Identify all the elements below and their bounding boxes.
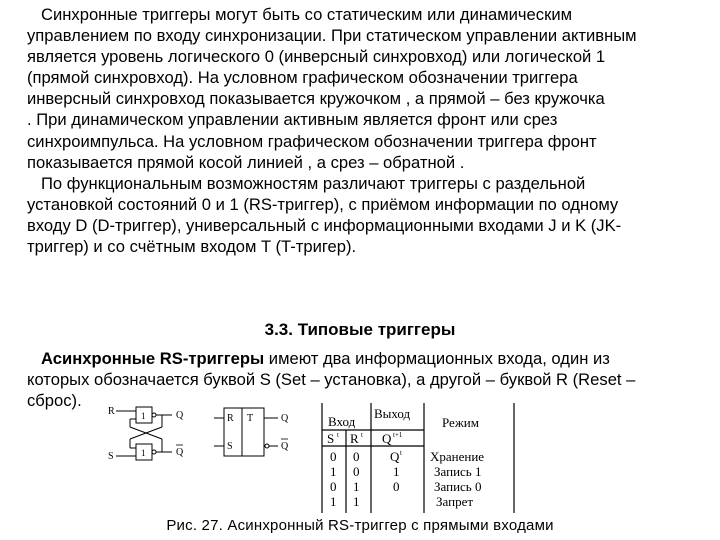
- q-pin-label: Q: [281, 413, 289, 424]
- cell-q: 1: [393, 464, 400, 479]
- paragraph-sync-triggers: [27, 4, 695, 173]
- text-line: триггер) и со счётным входом T (T-тригер).: [27, 237, 357, 257]
- q-bar-output-label: Q: [176, 447, 184, 458]
- text-line: [27, 348, 695, 369]
- text-line: является уровень логического 0 (инверсный синхровход) или логической 1: [27, 47, 606, 67]
- cell-mode: Запись 0: [434, 479, 482, 494]
- text-line: входу D (D-триггер), универсальный с информационными входами J и K (JK-: [27, 216, 622, 236]
- header-output: Выход: [374, 406, 411, 421]
- gate-label: 1: [141, 448, 146, 458]
- text-line: которых обозначается буквой S (Set – установка), а другой – буквой R (Reset –: [27, 370, 636, 390]
- rs-truth-table: [318, 400, 518, 515]
- text-line: синхроимпульса. На условном графическом обозначении триггера фронт: [27, 131, 597, 151]
- inverse-input-circle-icon: [443, 88, 453, 98]
- text-line: По функциональным возможностям различают триггеры с раздельной: [41, 174, 586, 193]
- r-pin-label: R: [227, 413, 234, 424]
- header-input: Вход: [328, 414, 356, 429]
- cell-s: 0: [330, 479, 337, 494]
- t-pin-label: T: [247, 413, 254, 424]
- cell-r: 0: [353, 449, 360, 464]
- subheader-q-sup: t+1: [393, 431, 403, 439]
- r-input-label: R: [108, 406, 115, 417]
- section-heading: 3.3. Типовые триггеры: [264, 320, 456, 339]
- paragraph-functional-types: [27, 173, 695, 257]
- subheader-s: S: [327, 431, 335, 446]
- bold-term: Асинхронные RS-триггеры: [41, 349, 265, 368]
- text-run: имеют два информационных входа, один из: [264, 349, 610, 368]
- cell-q: 0: [393, 479, 400, 494]
- rising-edge-slash-icon: [332, 174, 342, 184]
- cell-q: Q: [390, 449, 400, 464]
- s-input-label: S: [108, 451, 114, 462]
- subheader-s-sup: t: [337, 431, 339, 439]
- text-line: управлением по входу синхронизации. При статическом управлении активным: [27, 26, 637, 46]
- text-line: установкой состояний 0 и 1 (RS-триггер), с приёмом информации по одному: [27, 195, 619, 215]
- s-pin-label: S: [227, 441, 233, 452]
- cell-s: 1: [330, 494, 337, 509]
- table-row: [330, 494, 473, 509]
- subheader-q: Q: [382, 431, 392, 446]
- gate-label: 1: [141, 411, 146, 421]
- table-row: [330, 464, 481, 479]
- cell-r: 1: [353, 479, 360, 494]
- text-line: (прямой синхровход). На условном графическом обозначении триггера: [27, 68, 578, 88]
- subheader-r-sup: t: [361, 431, 363, 439]
- cell-mode: Запрет: [436, 494, 474, 509]
- table-row: [330, 449, 484, 464]
- rs-latch-circuit-diagram: [104, 400, 194, 470]
- text-line: . При динамическом управлении активным является фронт или срез: [27, 110, 558, 130]
- q-output-label: Q: [176, 410, 184, 421]
- falling-edge-backslash-icon: [528, 174, 538, 184]
- rs-trigger-symbol: [210, 404, 300, 464]
- cell-r: 1: [353, 494, 360, 509]
- text-line: сброс).: [27, 391, 82, 411]
- header-mode: Режим: [442, 415, 479, 430]
- text-line: Синхронные триггеры могут быть со статическим или динамическим: [41, 5, 573, 24]
- subheader-r: R: [350, 431, 359, 446]
- q-bar-pin-label: Q: [281, 441, 289, 452]
- cell-s: 0: [330, 449, 337, 464]
- table-row: [330, 479, 481, 494]
- cell-mode: Запись 1: [434, 464, 482, 479]
- cell-s: 1: [330, 464, 337, 479]
- cell-r: 0: [353, 464, 360, 479]
- cell-q-sup: t: [400, 449, 402, 457]
- cell-mode: Хранение: [430, 449, 485, 464]
- text-line: показывается прямой косой линией , а срез – обратной .: [27, 152, 465, 172]
- text-line: инверсный синхровход показывается кружочком , а прямой – без кружочка: [27, 89, 605, 109]
- figure-caption: Рис. 27. Асинхронный RS-триггер с прямыми входами: [166, 517, 554, 534]
